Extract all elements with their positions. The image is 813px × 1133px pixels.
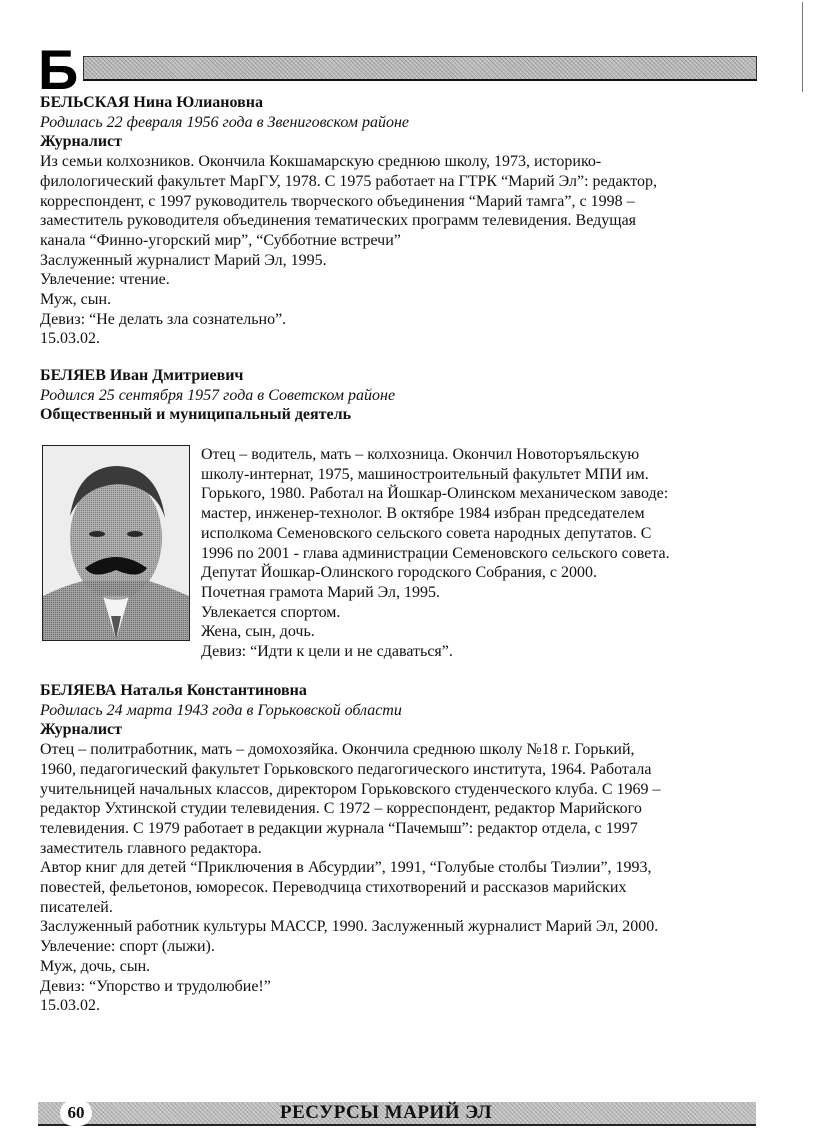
section-letter: Б <box>38 38 79 101</box>
entry-line: филологический факультет МарГУ, 1978. С 1975 работает на ГТРК “Марий Эл”: редактор, <box>40 172 657 190</box>
entry-line: исполкома Семеновского сельского совета народных депутатов. С <box>201 524 652 542</box>
publication-title: РЕСУРСЫ МАРИЙ ЭЛ <box>280 1102 493 1123</box>
entry-line: повестей, фельетонов, юморесок. Переводчица стихотворений и рассказов марийских <box>40 879 627 897</box>
entry-line: Отец – водитель, мать – колхозница. Окончил Новоторъяльскую <box>201 446 640 463</box>
entry-line: Горького, 1980. Работал на Йошкар-Олинском механическом заводе: <box>201 485 669 503</box>
entry-body <box>40 740 760 1016</box>
entry-birth: Родился 25 сентября 1957 года в Советском районе <box>40 386 396 404</box>
entry-line: Увлечение: чтение. <box>40 271 170 289</box>
entry-name <box>40 681 760 701</box>
page-number: 60 <box>60 1100 92 1126</box>
entry-line: телевидения. С 1979 работает в редакции журнала “Пачемыш”: редактор отдела, с 1997 <box>40 819 638 837</box>
entry-line: Заслуженный работник культуры МАССР, 1990. Заслуженный журналист Марий Эл, 2000. <box>40 918 659 936</box>
entry-line: учительницей начальных классов, директором Горьковского студенческого клуба. С 1969 – <box>40 780 661 798</box>
entry-given-names: Иван Дмитриевич <box>109 367 244 384</box>
page-edge-rule <box>802 2 803 92</box>
entry-line: Девиз: “Не делать зла сознательно”. <box>40 310 287 328</box>
entry-given-names: Нина Юлиановна <box>133 94 263 111</box>
entry-line: Из семьи колхозников. Окончила Кокшамарскую среднюю школу, 1973, историко- <box>40 153 602 171</box>
biography-entry <box>40 93 760 349</box>
entry-line: 15.03.02. <box>40 330 100 348</box>
entry-name <box>40 93 760 113</box>
entry-line: канала “Финно-угорский мир”, “Субботние встречи” <box>40 231 401 249</box>
entry-body <box>40 152 760 349</box>
entry-line: Увлечение: спорт (лыжи). <box>40 938 215 956</box>
biography-entry <box>40 366 760 661</box>
entry-line: Почетная грамота Марий Эл, 1995. <box>201 583 440 601</box>
entry-line: Девиз: “Упорство и трудолюбие!” <box>40 977 271 995</box>
entry-birth: Родилась 22 февраля 1956 года в Звениговском районе <box>40 113 410 131</box>
entry-given-names: Наталья Константиновна <box>120 682 307 699</box>
entry-line: Увлекается спортом. <box>201 603 341 621</box>
page-footer <box>38 1100 758 1128</box>
entry-line: заместитель главного редактора. <box>40 839 262 857</box>
entry-surname: БЕЛЯЕВА <box>40 682 117 699</box>
entry-line: Муж, сын. <box>40 291 112 309</box>
entry-line: Депутат Йошкар-Олинского городского Собрания, с 2000. <box>201 564 597 582</box>
portrait-image-icon <box>43 446 189 640</box>
entry-line: корреспондент, с 1997 руководитель творческого объединения “Марий тамга”, с 1998 – <box>40 192 635 210</box>
entry-role: Журналист <box>40 721 123 739</box>
entry-name <box>40 366 760 386</box>
entry-body <box>201 445 670 662</box>
entry-line: Муж, дочь, сын. <box>40 957 151 975</box>
section-header <box>38 38 758 101</box>
entry-line: заместитель руководителя объединения тематических программ телевидения. Ведущая <box>40 212 637 230</box>
entry-line: Автор книг для детей “Приключения в Абсурдии”, 1991, “Голубые столбы Тиэлии”, 1993, <box>40 859 652 877</box>
entry-line: редактор Ухтинской студии телевидения. С 1972 – корреспондент, редактор Марийского <box>40 800 642 818</box>
entry-role: Журналист <box>40 133 123 151</box>
entry-line: писателей. <box>40 898 113 916</box>
entry-line: 1996 по 2001 - глава администрации Семеновского сельского совета. <box>201 544 670 562</box>
entry-birth: Родилась 24 марта 1943 года в Горьковской области <box>40 701 402 719</box>
entry-surname: БЕЛЬСКАЯ <box>40 94 130 111</box>
section-header-band <box>83 56 757 81</box>
entry-line: Девиз: “Идти к цели и не сдаваться”. <box>201 643 453 661</box>
entry-line: 1960, педагогический факультет Горьковского педагогического института, 1964. Работала <box>40 760 652 778</box>
entry-line: мастер, инженер-технолог. В октябре 1984 избран председателем <box>201 505 645 523</box>
entry-line: 15.03.02. <box>40 997 100 1015</box>
entry-role: Общественный и муниципальный деятель <box>40 406 352 424</box>
entry-surname: БЕЛЯЕВ <box>40 367 106 384</box>
biography-entry <box>40 681 760 1016</box>
entry-line: Отец – политработник, мать – домохозяйка. Окончила среднюю школу №18 г. Горький, <box>40 741 635 759</box>
entry-line: школу-интернат, 1975, машиностроительный факультет МПИ им. <box>201 465 649 483</box>
portrait-photo <box>42 445 190 641</box>
entry-line: Жена, сын, дочь. <box>201 623 315 641</box>
entry-line: Заслуженный журналист Марий Эл, 1995. <box>40 251 327 269</box>
